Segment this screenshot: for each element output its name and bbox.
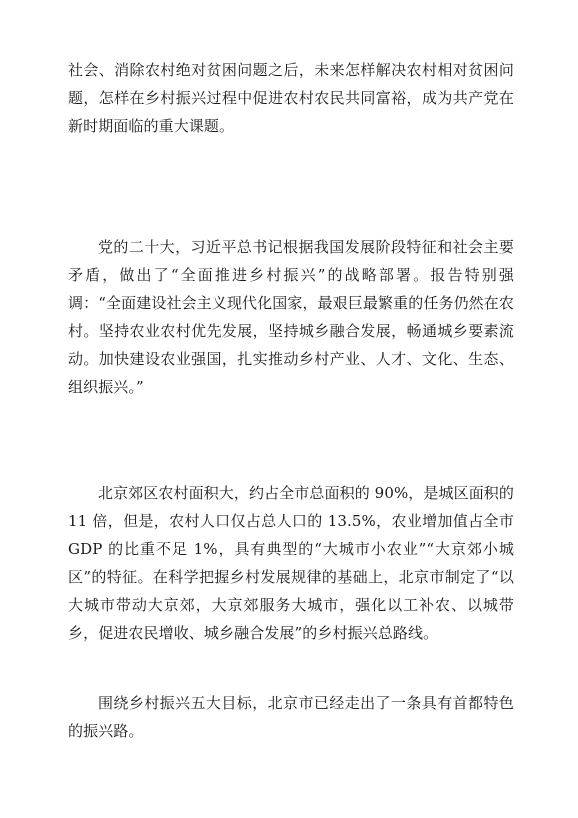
paragraph-beijing-suburbs: 北京郊区农村面积大，约占全市总面积的 90%，是城区面积的 11 倍，但是，农村人口仅占总人口的 13.5%，农业增加值占全市 GDP 的比重不足 1%，具有典型的“大城市小农业”“大京郊小城区”的特征。在科学把握乡村发展规律的基础上，北京市制定了“以大城市带动大京郊，大京郊服务大城市，强化以工补农、以城带乡，促进农民增收、城乡融合发展”的乡村振兴总路线。 — [68, 484, 515, 642]
paragraph-party-congress: 党的二十大，习近平总书记根据我国发展阶段特征和社会主要矛盾，做出了“全面推进乡村振兴”的战略部署。报告特别强调：“全面建设社会主义现代化国家，最艰巨最繁重的任务仍然在农村。坚持农业农村优先发展，坚持城乡融合发展，畅通城乡要素流动。加快建设农业强国，扎实推动乡村产业、人才、文化、生态、组织振兴。” — [68, 238, 514, 396]
paragraph-five-goals: 围绕乡村振兴五大目标，北京市已经走出了一条具有首都特色的振兴路。 — [68, 694, 514, 740]
paragraph-continuation: 社会、消除农村绝对贫困问题之后，未来怎样解决农村相对贫困问题，怎样在乡村振兴过程中促进农村农民共同富裕，成为共产党在新时期面临的重大课题。 — [68, 61, 514, 135]
